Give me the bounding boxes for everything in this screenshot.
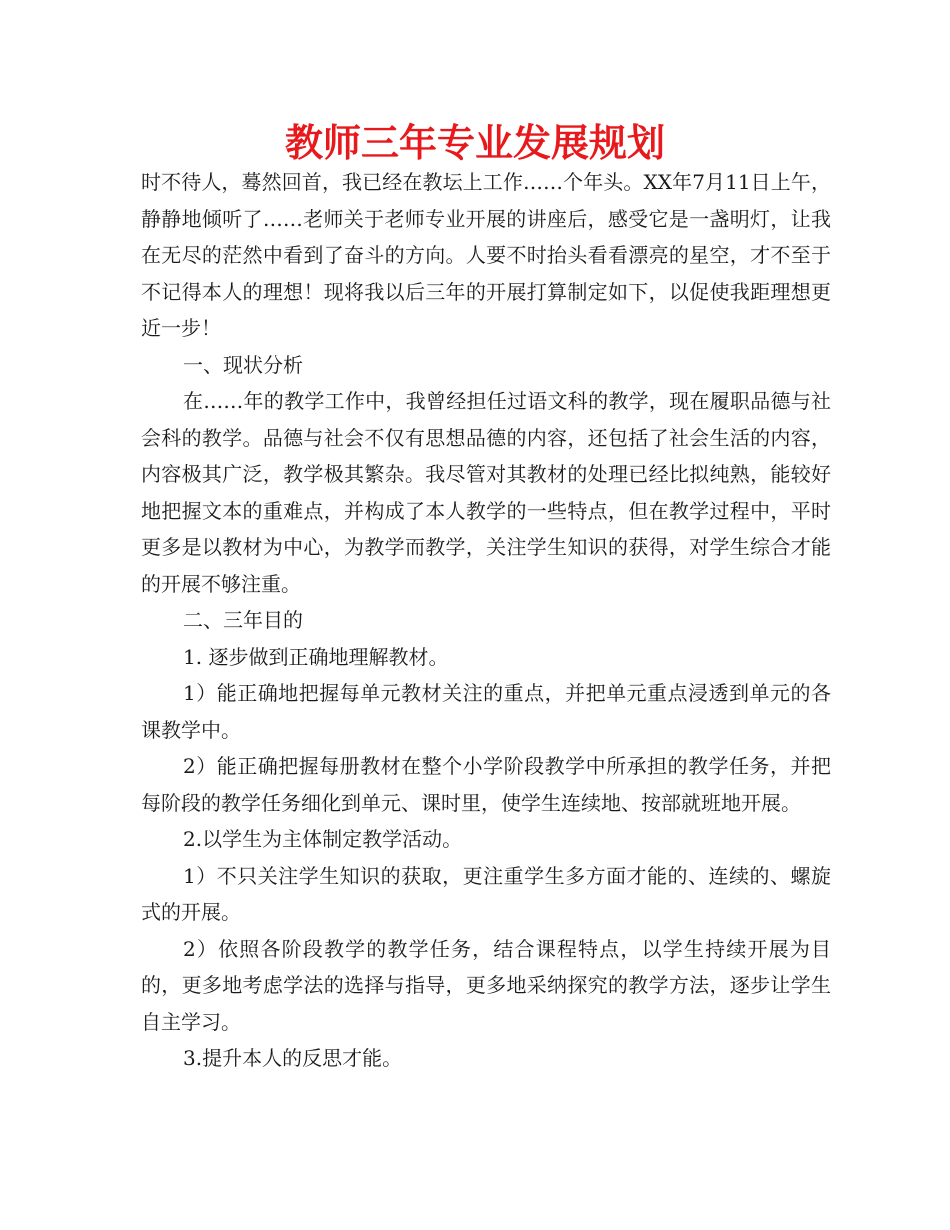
goal-item-2: 2.以学生为主体制定教学活动。 — [183, 827, 463, 851]
goal-item-1-sub-1: 1）能正确地把握每单元教材关注的重点，并把单元重点浸透到单元的各课教学中。 — [141, 681, 831, 742]
section-heading-status: 一、现状分析 — [183, 352, 303, 377]
document-title: 教师三年专业发展规划 — [284, 121, 665, 165]
status-paragraph: 在……年的教学工作中，我曾经担任过语文科的教学，现在履职品德与社会科的教学。品德与社会不仅有思想品德的内容，还包括了社会生活的内容，内容极其广泛，教学极其繁杂。我尽管对其教材的处理已经比拟纯熟，能较好地把握文本的重难点，并构成了本人教学的一些特点，但在教学过程中，平时更多是以教材为中心，为教学而教学，关注学生知识的获得，对学生综合才能的开展不够注重。 — [141, 389, 831, 596]
document-body — [141, 164, 831, 1077]
goal-item-1-sub-2: 2）能正确把握每册教材在整个小学阶段教学中所承担的教学任务，并把每阶段的教学任务细化到单元、课时里，使学生连续地、按部就班地开展。 — [141, 754, 831, 815]
goal-item-2-sub-1: 1）不只关注学生知识的获取，更注重学生多方面才能的、连续的、螺旋式的开展。 — [141, 863, 831, 924]
section-heading-goals: 二、三年目的 — [183, 608, 303, 632]
intro-paragraph: 时不待人，蓦然回首，我已经在教坛上工作……个年头。XX年7月11日上午，静静地倾听了……老师关于老师专业开展的讲座后，感受它是一盏明灯，让我在无尽的茫然中看到了奋斗的方向。人要不时抬头看看漂亮的星空，才不至于不记得本人的理想！现将我以后三年的开展打算制定如下，以促使我距理想更近一步！ — [141, 170, 831, 340]
goal-item-2-sub-2: 2）依照各阶段教学的教学任务，结合课程特点，以学生持续开展为目的，更多地考虑学法的选择与指导，更多地采纳探究的教学方法，逐步让学生自主学习。 — [141, 936, 831, 1034]
goal-item-1: 1. 逐步做到正确地理解教材。 — [183, 644, 449, 669]
goal-item-3: 3.提升本人的反思才能。 — [183, 1046, 403, 1070]
